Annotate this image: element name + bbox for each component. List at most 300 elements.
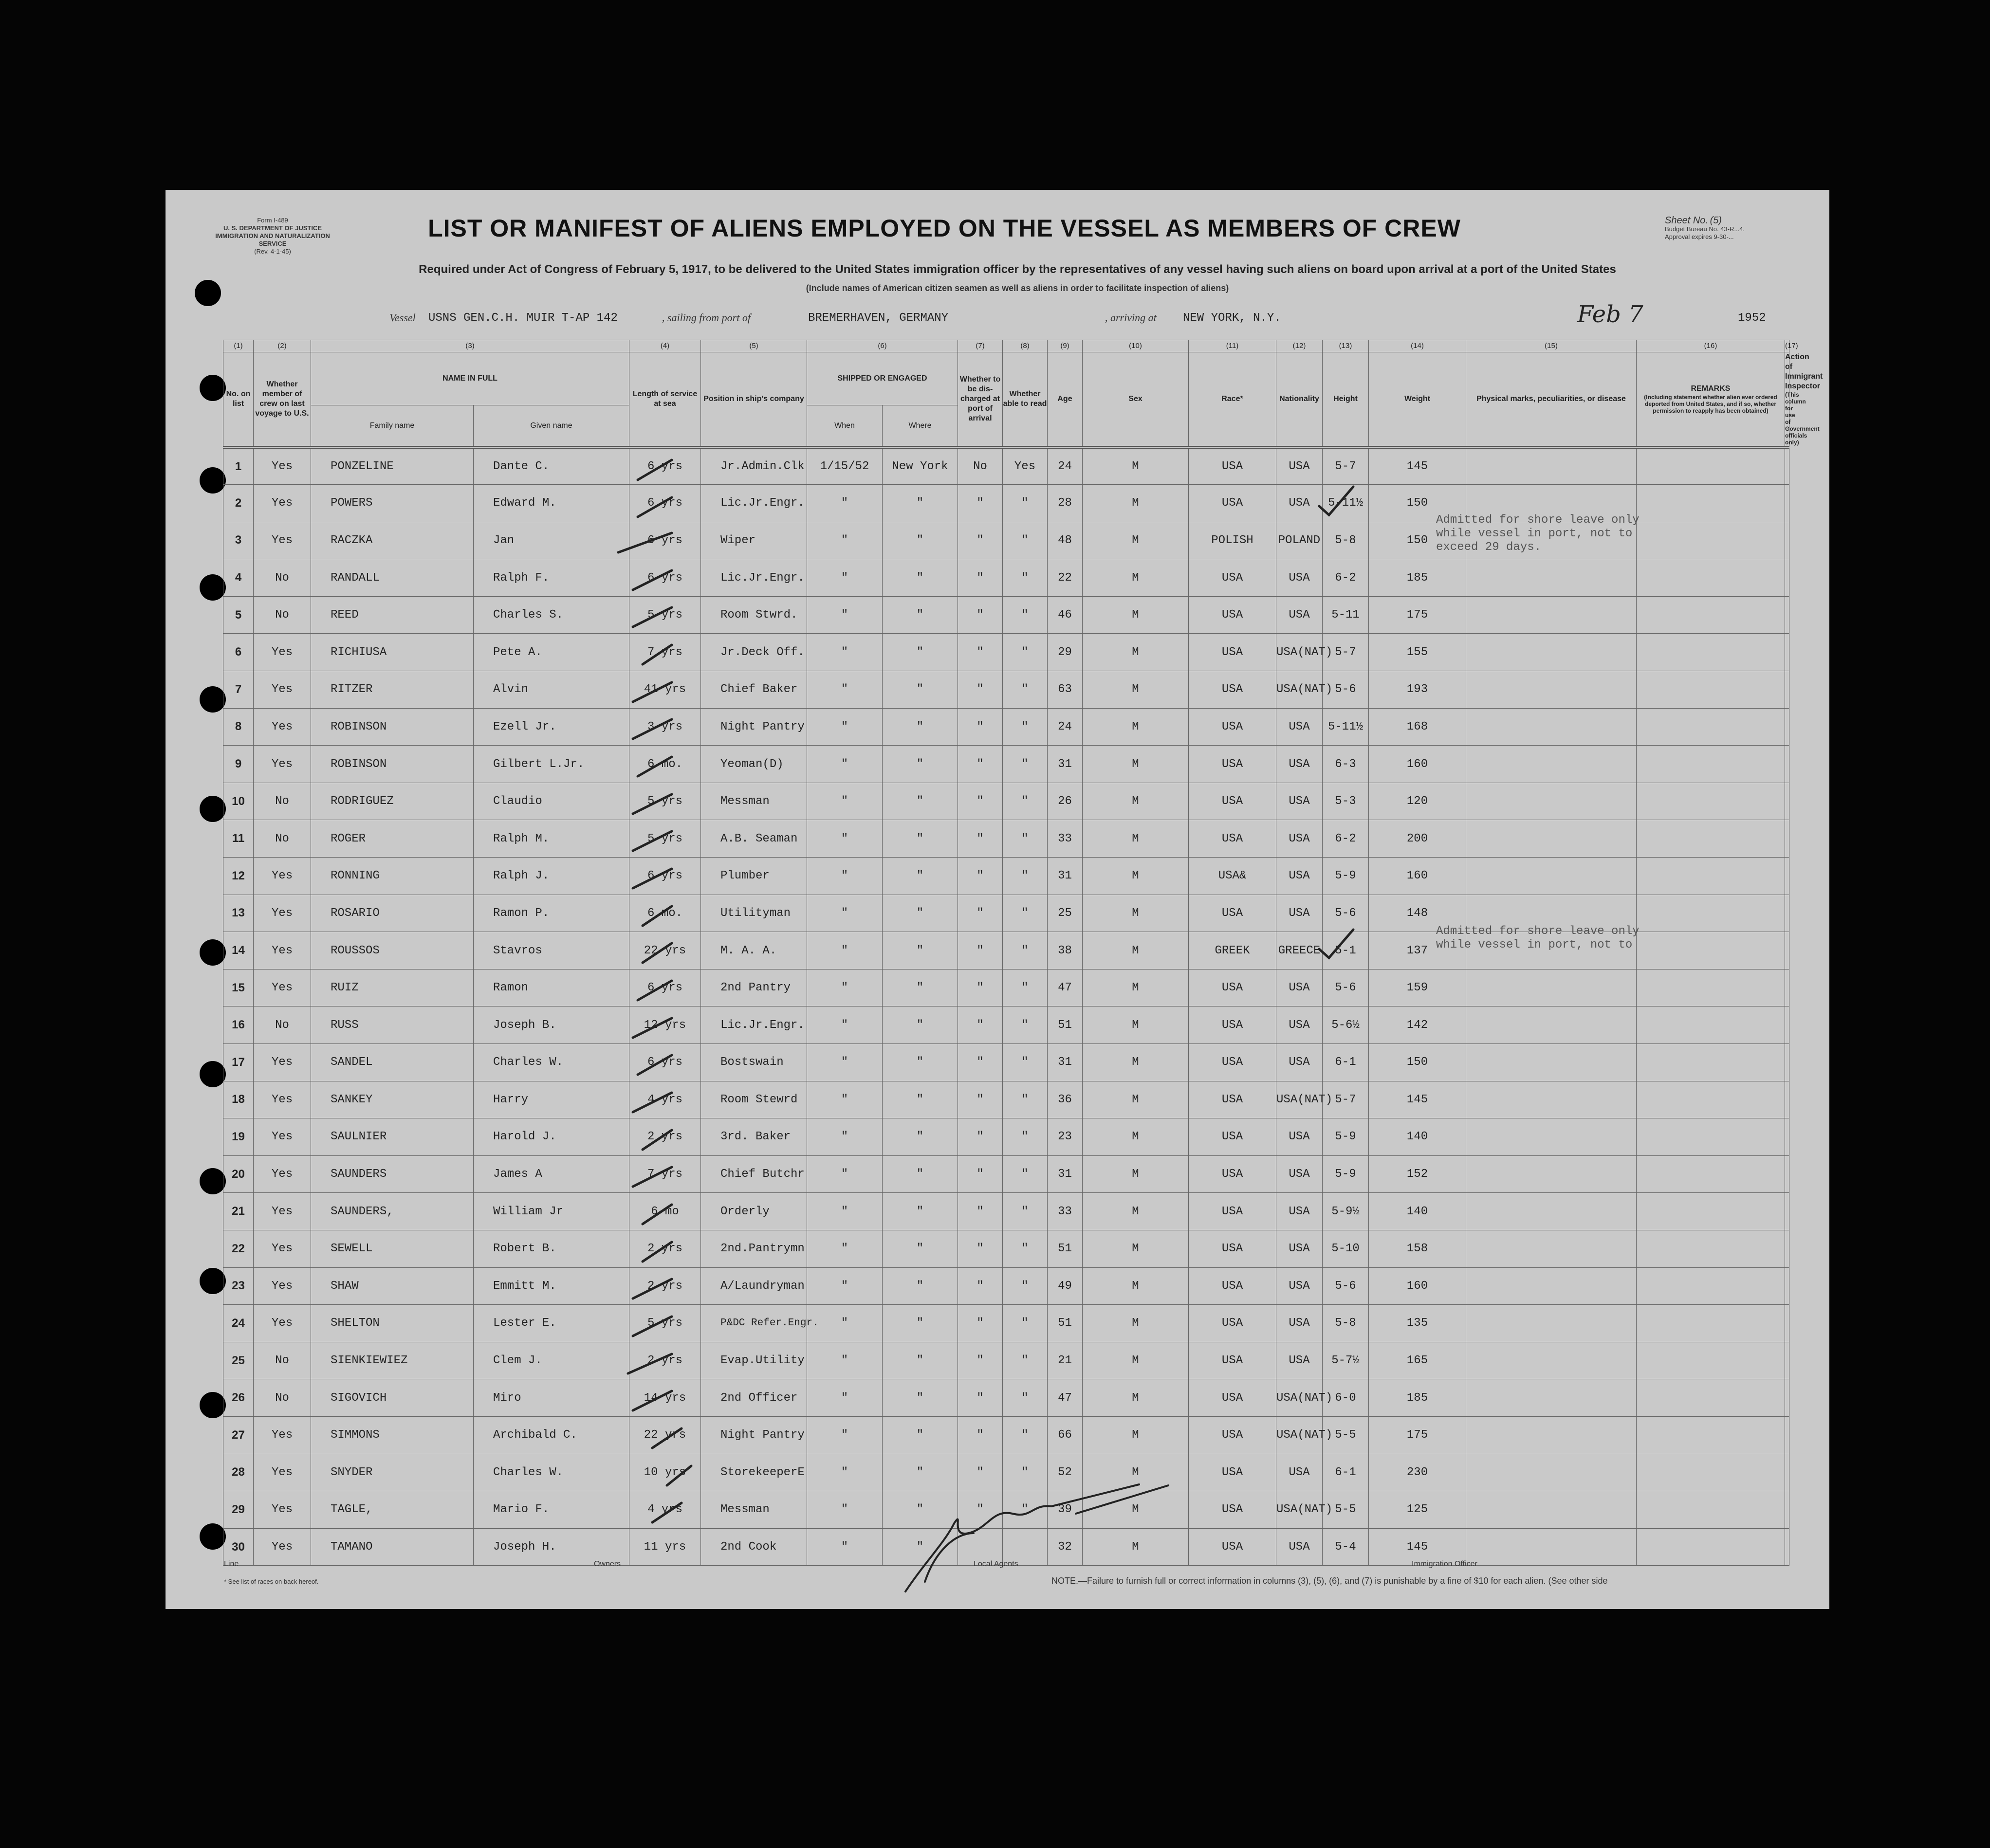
age: 63 [1048,671,1083,709]
prev-voyage: Yes [254,1305,311,1342]
family-name: PONZELINE [311,447,474,485]
table-row [223,1044,1789,1081]
length-service: 6 yrs [629,969,701,1006]
where: " [883,1342,958,1379]
manifest-sheet [166,190,1829,1609]
header-action-title: Action of Immigrant Inspector [1785,353,1823,390]
race: USA [1189,746,1276,783]
sex: M [1083,708,1189,746]
col-num: (15) [1466,340,1637,352]
able-to-read: Yes [1003,447,1048,485]
sex: M [1083,1044,1189,1081]
race: USA [1189,1081,1276,1118]
table-row [223,746,1789,783]
nationality: USA [1276,1267,1323,1305]
nationality: USA(NAT) [1276,671,1323,709]
nationality: USA [1276,485,1323,522]
able-to-read: " [1003,1155,1048,1193]
age: 66 [1048,1416,1083,1454]
discharged: " [958,1454,1003,1491]
position: Yeoman(D) [701,746,807,783]
length-service: 11 yrs [629,1528,701,1566]
discharged: " [958,746,1003,783]
weight: 185 [1369,559,1466,597]
nationality: USA [1276,1155,1323,1193]
height: 5-6½ [1323,1006,1369,1044]
when: " [807,1454,883,1491]
position: 2nd.Pantrymn [701,1230,807,1267]
position: Jr.Admin.Clk [701,447,807,485]
discharged: " [958,820,1003,858]
age: 24 [1048,447,1083,485]
table-row [223,634,1789,671]
remarks-cell [1637,1491,1785,1529]
action-cell [1785,1155,1789,1193]
action-cell [1785,1267,1789,1305]
header-nationality: Nationality [1276,352,1323,448]
age: 32 [1048,1528,1083,1566]
height: 5-8 [1323,1305,1369,1342]
prev-voyage: Yes [254,485,311,522]
able-to-read: " [1003,820,1048,858]
weight: 148 [1369,895,1466,932]
physical-marks [1466,1006,1637,1044]
sheet-number-label: Sheet No. [1665,215,1708,226]
nationality: USA [1276,1230,1323,1267]
nationality: USA [1276,895,1323,932]
action-cell [1785,1006,1789,1044]
col-num: (8) [1003,340,1048,352]
age: 31 [1048,858,1083,895]
when: " [807,671,883,709]
able-to-read: " [1003,1305,1048,1342]
race: USA [1189,1416,1276,1454]
remarks-shore-leave-row3: Admitted for shore leave only while vessel in port, not to exceed 29 days. [1436,513,1640,554]
position: Room Stewrd [701,1081,807,1118]
footer-races-note: * See list of races on back hereof. [224,1578,319,1585]
discharged: " [958,895,1003,932]
binder-hole [200,939,226,966]
table-row [223,708,1789,746]
physical-marks [1466,1155,1637,1193]
row-no: 22 [223,1230,254,1267]
weight: 175 [1369,596,1466,634]
nationality: POLAND [1276,522,1323,559]
physical-marks [1466,1454,1637,1491]
family-name: RITZER [311,671,474,709]
header-age: Age [1048,352,1083,448]
action-cell [1785,820,1789,858]
discharged: " [958,1342,1003,1379]
prev-voyage: Yes [254,1528,311,1566]
header-action-inspector [1785,352,1823,448]
discharged: " [958,1491,1003,1529]
remarks-cell [1637,895,1785,932]
family-name: RACZKA [311,522,474,559]
sex: M [1083,634,1189,671]
binder-hole [200,1168,226,1194]
header-discharged: Whether to be dis-charged at port of arrival [958,352,1003,448]
remarks-cell [1637,746,1785,783]
where: " [883,1193,958,1230]
family-name: SHELTON [311,1305,474,1342]
table-row [223,1006,1789,1044]
able-to-read: " [1003,1342,1048,1379]
when: " [807,1118,883,1156]
remarks-cell [1637,522,1785,559]
table-row [223,783,1789,820]
discharged: " [958,1305,1003,1342]
sex: M [1083,447,1189,485]
remarks-cell [1637,858,1785,895]
height: 5-6 [1323,969,1369,1006]
given-name: Ralph F. [474,559,629,597]
prev-voyage: No [254,1379,311,1417]
family-name: RUIZ [311,969,474,1006]
weight: 145 [1369,1528,1466,1566]
where: " [883,1230,958,1267]
remarks-cell [1637,1416,1785,1454]
length-service: 4 yrs [629,1491,701,1529]
family-name: RUSS [311,1006,474,1044]
able-to-read: " [1003,783,1048,820]
row-no: 30 [223,1528,254,1566]
height: 5-7 [1323,634,1369,671]
prev-voyage: Yes [254,895,311,932]
footer-local-agents-label: Local Agents [974,1560,1018,1568]
family-name: RANDALL [311,559,474,597]
table-row [223,1118,1789,1156]
age: 22 [1048,559,1083,597]
header-no-on-list: No. on list [223,352,254,448]
where: " [883,1267,958,1305]
position: P&DC Refer.Engr. [701,1305,807,1342]
discharged: " [958,1155,1003,1193]
family-name: POWERS [311,485,474,522]
when: " [807,1044,883,1081]
given-name: Claudio [474,783,629,820]
height: 5-6 [1323,895,1369,932]
table-row [223,1342,1789,1379]
family-name: REED [311,596,474,634]
action-cell [1785,708,1789,746]
family-name: ROGER [311,820,474,858]
action-cell [1785,1342,1789,1379]
family-name: SAUNDERS, [311,1193,474,1230]
prev-voyage: Yes [254,522,311,559]
weight: 120 [1369,783,1466,820]
row-no: 3 [223,522,254,559]
position: Lic.Jr.Engr. [701,485,807,522]
age: 33 [1048,1193,1083,1230]
sex: M [1083,559,1189,597]
able-to-read: " [1003,708,1048,746]
footer-fine-note: NOTE.—Failure to furnish full or correct information in columns (3), (5), (6), and (7) is punishable by a fine of $10 for each alien. (See other side [1051,1576,1608,1586]
prev-voyage: No [254,820,311,858]
position: Night Pantry [701,708,807,746]
sex: M [1083,1230,1189,1267]
prev-voyage: Yes [254,1118,311,1156]
col-num: (2) [254,340,311,352]
height: 5-8 [1323,522,1369,559]
height: 5-9 [1323,1155,1369,1193]
race: USA& [1189,858,1276,895]
family-name: SIMMONS [311,1416,474,1454]
age: 24 [1048,708,1083,746]
weight: 155 [1369,634,1466,671]
position: Utilityman [701,895,807,932]
header-remarks-note: (Including statement whether alien ever ordered deported from United States, and if so, whether permission to reapply has been obtained) [1644,394,1777,414]
age: 31 [1048,746,1083,783]
length-service: 6 mo [629,1193,701,1230]
discharged: " [958,596,1003,634]
height: 6-1 [1323,1454,1369,1491]
height: 5-9 [1323,858,1369,895]
prev-voyage: Yes [254,1491,311,1529]
weight: 230 [1369,1454,1466,1491]
weight: 140 [1369,1193,1466,1230]
age: 51 [1048,1006,1083,1044]
when: " [807,596,883,634]
when: " [807,1006,883,1044]
family-name: RODRIGUEZ [311,783,474,820]
sex: M [1083,1118,1189,1156]
discharged: " [958,1006,1003,1044]
given-name: Stavros [474,932,629,970]
race: USA [1189,596,1276,634]
physical-marks [1466,1267,1637,1305]
age: 36 [1048,1081,1083,1118]
vessel-label: Vessel [389,311,416,324]
family-name: SHAW [311,1267,474,1305]
weight: 135 [1369,1305,1466,1342]
given-name: Ramon P. [474,895,629,932]
given-name: Mario F. [474,1491,629,1529]
race: USA [1189,820,1276,858]
action-cell [1785,1416,1789,1454]
length-service: 6 yrs [629,522,701,559]
physical-marks [1466,1416,1637,1454]
action-cell [1785,858,1789,895]
when: " [807,932,883,970]
able-to-read: " [1003,596,1048,634]
given-name: Jan [474,522,629,559]
nationality: USA [1276,1193,1323,1230]
given-name: Robert B. [474,1230,629,1267]
remarks-cell [1637,1193,1785,1230]
where: " [883,783,958,820]
action-cell [1785,596,1789,634]
given-name: Dante C. [474,447,629,485]
height: 5-7½ [1323,1342,1369,1379]
when: " [807,969,883,1006]
remarks-cell [1637,783,1785,820]
age: 33 [1048,820,1083,858]
able-to-read: " [1003,1454,1048,1491]
age: 46 [1048,596,1083,634]
prev-voyage: Yes [254,1081,311,1118]
height: 5-9½ [1323,1193,1369,1230]
table-row [223,1305,1789,1342]
header-race: Race* [1189,352,1276,448]
row-no: 16 [223,1006,254,1044]
race: USA [1189,1491,1276,1529]
action-cell [1785,1379,1789,1417]
length-service: 22 yrs [629,932,701,970]
able-to-read: " [1003,1491,1048,1529]
weight: 175 [1369,1416,1466,1454]
row-no: 7 [223,671,254,709]
sex: M [1083,522,1189,559]
remarks-cell [1637,1342,1785,1379]
length-service: 14 yrs [629,1379,701,1417]
remarks-cell [1637,671,1785,709]
header-when: When [807,405,883,447]
race: USA [1189,895,1276,932]
col-num: (11) [1189,340,1276,352]
sex: M [1083,1528,1189,1566]
height: 5-11½ [1323,485,1369,522]
discharged: " [958,932,1003,970]
row-no: 6 [223,634,254,671]
weight: 145 [1369,1081,1466,1118]
discharged: " [958,1416,1003,1454]
remarks-cell [1637,1379,1785,1417]
position: 2nd Officer [701,1379,807,1417]
table-row [223,1081,1789,1118]
position: Lic.Jr.Engr. [701,559,807,597]
nationality: USA(NAT) [1276,1491,1323,1529]
binder-hole [200,796,226,822]
when: " [807,1155,883,1193]
discharged: " [958,485,1003,522]
sex: M [1083,746,1189,783]
length-service: 5 yrs [629,596,701,634]
weight: 160 [1369,858,1466,895]
discharged: " [958,1118,1003,1156]
where: " [883,1118,958,1156]
physical-marks [1466,1230,1637,1267]
prev-voyage: No [254,596,311,634]
nationality: USA(NAT) [1276,1416,1323,1454]
height: 5-7 [1323,447,1369,485]
position: Plumber [701,858,807,895]
prev-voyage: Yes [254,858,311,895]
family-name: SIGOVICH [311,1379,474,1417]
length-service: 10 yrs [629,1454,701,1491]
weight: 160 [1369,1267,1466,1305]
header-position: Position in ship's company [701,352,807,448]
age: 38 [1048,932,1083,970]
form-number: Form I-489 [257,217,288,224]
discharged: " [958,1081,1003,1118]
discharged: " [958,1379,1003,1417]
family-name: SAUNDERS [311,1155,474,1193]
col-num: (6) [807,340,958,352]
position: A.B. Seaman [701,820,807,858]
discharged: " [958,634,1003,671]
row-no: 18 [223,1081,254,1118]
header-family-name: Family name [311,405,474,447]
given-name: Clem J. [474,1342,629,1379]
form-dept: U. S. DEPARTMENT OF JUSTICE [223,224,322,232]
race: USA [1189,1342,1276,1379]
race: USA [1189,1155,1276,1193]
age: 29 [1048,634,1083,671]
given-name: Ralph J. [474,858,629,895]
length-service: 6 yrs [629,1044,701,1081]
when: 1/15/52 [807,447,883,485]
action-cell [1785,1230,1789,1267]
sex: M [1083,895,1189,932]
remarks-cell [1637,596,1785,634]
sex: M [1083,858,1189,895]
nationality: USA(NAT) [1276,1081,1323,1118]
weight: 158 [1369,1230,1466,1267]
family-name: ROSARIO [311,895,474,932]
action-cell [1785,447,1789,485]
sailing-port: BREMERHAVEN, GERMANY [808,311,949,325]
row-no: 23 [223,1267,254,1305]
where: " [883,708,958,746]
when: " [807,485,883,522]
length-service: 3 yrs [629,708,701,746]
prev-voyage: Yes [254,1230,311,1267]
row-no: 2 [223,485,254,522]
arrival-date-handwritten: Feb 7 [1577,301,1643,328]
prev-voyage: Yes [254,1267,311,1305]
when: " [807,522,883,559]
position: A/Laundryman [701,1267,807,1305]
age: 52 [1048,1454,1083,1491]
sex: M [1083,1454,1189,1491]
length-service: 12 yrs [629,1006,701,1044]
subtitle: Required under Act of Congress of February 5, 1917, to be delivered to the United States immigration officer by the representatives of any vessel having such aliens on board upon arrival at a port of the United States [419,263,1616,276]
age: 26 [1048,783,1083,820]
position: Jr.Deck Off. [701,634,807,671]
sex: M [1083,1416,1189,1454]
height: 5-6 [1323,671,1369,709]
position: 2nd Cook [701,1528,807,1566]
physical-marks [1466,559,1637,597]
age: 28 [1048,485,1083,522]
header-height: Height [1323,352,1369,448]
race: USA [1189,1006,1276,1044]
given-name: Emmitt M. [474,1267,629,1305]
nationality: USA(NAT) [1276,1379,1323,1417]
row-no: 20 [223,1155,254,1193]
height: 6-0 [1323,1379,1369,1417]
height: 5-7 [1323,1081,1369,1118]
where: " [883,485,958,522]
sex: M [1083,1491,1189,1529]
binder-hole [195,280,221,306]
able-to-read: " [1003,1379,1048,1417]
position: 2nd Pantry [701,969,807,1006]
remarks-cell [1637,1454,1785,1491]
given-name: James A [474,1155,629,1193]
weight: 140 [1369,1118,1466,1156]
length-service: 2 yrs [629,1342,701,1379]
height: 5-11 [1323,596,1369,634]
weight: 142 [1369,1006,1466,1044]
table-row [223,1454,1789,1491]
nationality: USA(NAT) [1276,634,1323,671]
discharged: " [958,708,1003,746]
given-name: Joseph H. [474,1528,629,1566]
race: USA [1189,1528,1276,1566]
header-where: Where [883,405,958,447]
